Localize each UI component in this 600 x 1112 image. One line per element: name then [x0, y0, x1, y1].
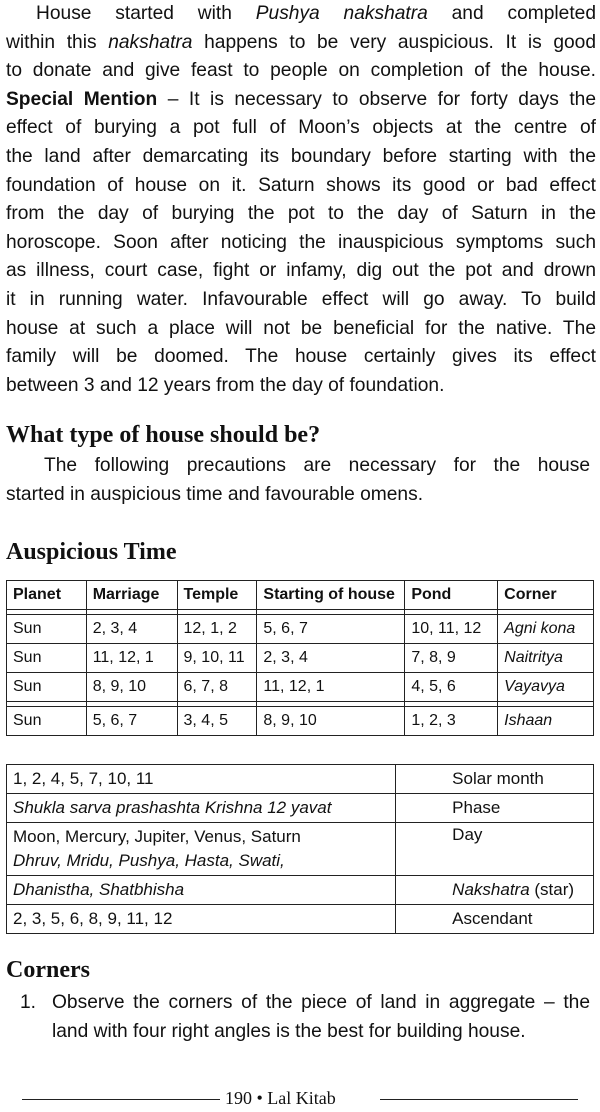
table-row	[7, 673, 594, 702]
table-cell: 11, 12, 1	[86, 644, 177, 673]
table-cell: 1, 2, 3	[405, 707, 498, 736]
special-mention-label: Special Mention	[6, 88, 158, 110]
table-cell: 8, 9, 10	[86, 673, 177, 702]
table-cell: Sun	[7, 615, 87, 644]
table-cell: Ishaan	[498, 707, 594, 736]
table-cell: Ascendant	[396, 905, 594, 934]
page-footer	[0, 1086, 600, 1112]
table-cell	[7, 823, 396, 876]
table-cell: Phase	[396, 794, 594, 823]
table-row	[7, 644, 594, 673]
table-cell: 2, 3, 4	[257, 644, 405, 673]
section-heading-house-type: What type of house should be?	[6, 422, 321, 448]
text-line: land with four right angles is the best for building house.	[52, 1020, 526, 1042]
corners-list-item	[6, 989, 590, 1046]
cell-line: Dhruv, Mridu, Pushya, Hasta, Swati,	[13, 851, 285, 870]
footer-rule-left	[22, 1099, 220, 1100]
text-line: between 3 and 12 years from the day of foundation.	[6, 374, 445, 396]
table-cell: 10, 11, 12	[405, 615, 498, 644]
table-cell: Sun	[7, 673, 87, 702]
text-line: The following precautions are necessary for the house	[44, 455, 590, 476]
table-cell: 5, 6, 7	[257, 615, 405, 644]
table-row	[7, 794, 594, 823]
table-cell: 2, 3, 5, 6, 8, 9, 11, 12	[7, 905, 396, 934]
table-header-row	[7, 581, 594, 610]
column-header: Planet	[7, 581, 87, 610]
table-cell: 4, 5, 6	[405, 673, 498, 702]
text-line: it in running water. Infavourable effect will go away. To build	[6, 288, 596, 310]
table-cell: 6, 7, 8	[177, 673, 257, 702]
column-header: Corner	[498, 581, 594, 610]
text-line: the land after demarcating its boundary before starting with the	[6, 145, 596, 167]
text-line: family will be doomed. The house certainly gives its effect	[6, 346, 596, 368]
column-header: Temple	[177, 581, 257, 610]
text-line: from the day of burying the pot to the day of Saturn in the	[6, 203, 596, 225]
table-cell: Nakshatra (star)	[396, 876, 594, 905]
cell-line: Moon, Mercury, Jupiter, Venus, Saturn	[13, 827, 301, 846]
table-cell: 8, 9, 10	[257, 707, 405, 736]
table-cell: Solar month	[396, 765, 594, 794]
text-line: House started with Pushya nakshatra and completed	[36, 3, 596, 24]
table-row	[7, 707, 594, 736]
section-heading-auspicious-time: Auspicious Time	[6, 539, 177, 565]
column-header: Pond	[405, 581, 498, 610]
table-cell: 9, 10, 11	[177, 644, 257, 673]
table-cell: Sun	[7, 644, 87, 673]
table-cell: 5, 6, 7	[86, 707, 177, 736]
intro-paragraph	[6, 0, 596, 400]
table-cell: 11, 12, 1	[257, 673, 405, 702]
text-line: Special Mention – It is necessary to observe for forty days the	[6, 88, 597, 110]
text-line: house at such a place will not be beneficial for the native. The	[6, 317, 596, 339]
footer-rule-right	[380, 1099, 578, 1100]
table-row	[7, 615, 594, 644]
table-cell: 3, 4, 5	[177, 707, 257, 736]
text-line: to donate and give feast to people on completion of the house.	[6, 60, 596, 82]
table-cell: Agni kona	[498, 615, 594, 644]
text-line: effect of burying a pot full of Moon’s objects at the centre of	[6, 117, 596, 139]
table-cell: Dhanistha, Shatbhisha	[7, 876, 396, 905]
table-cell: 1, 2, 4, 5, 7, 10, 11	[7, 765, 396, 794]
table-row	[7, 876, 594, 905]
table-row	[7, 765, 594, 794]
table-cell: Sun	[7, 707, 87, 736]
conditions-table	[6, 764, 594, 934]
section-heading-corners: Corners	[6, 957, 90, 983]
table-row	[7, 823, 594, 876]
text-line: as illness, court case, fight or infamy, dig out the pot and drown	[6, 260, 596, 282]
table-cell: 7, 8, 9	[405, 644, 498, 673]
text-line: horoscope. Soon after noticing the inauspicious symptoms such	[6, 231, 596, 253]
text-line: Observe the corners of the piece of land in aggregate – the	[52, 992, 590, 1013]
column-header: Starting of house	[257, 581, 405, 610]
section1-paragraph	[6, 452, 590, 509]
text-line: foundation of house on it. Saturn shows its good or bad effect	[6, 174, 596, 196]
table-cell: 2, 3, 4	[86, 615, 177, 644]
table-cell: Shukla sarva prashashta Krishna 12 yavat	[7, 794, 396, 823]
table-row	[7, 905, 594, 934]
footer-page-label: 190 • Lal Kitab	[225, 1088, 336, 1108]
column-header: Marriage	[86, 581, 177, 610]
table-cell: 12, 1, 2	[177, 615, 257, 644]
text-line: started in auspicious time and favourable omens.	[6, 483, 424, 505]
table-cell: Vayavya	[498, 673, 594, 702]
table-cell: Day	[396, 823, 594, 876]
table-cell: Naitritya	[498, 644, 594, 673]
list-number: 1.	[20, 992, 37, 1013]
auspicious-time-table	[6, 580, 594, 736]
text-line: within this nakshatra happens to be very auspicious. It is good	[6, 31, 597, 53]
